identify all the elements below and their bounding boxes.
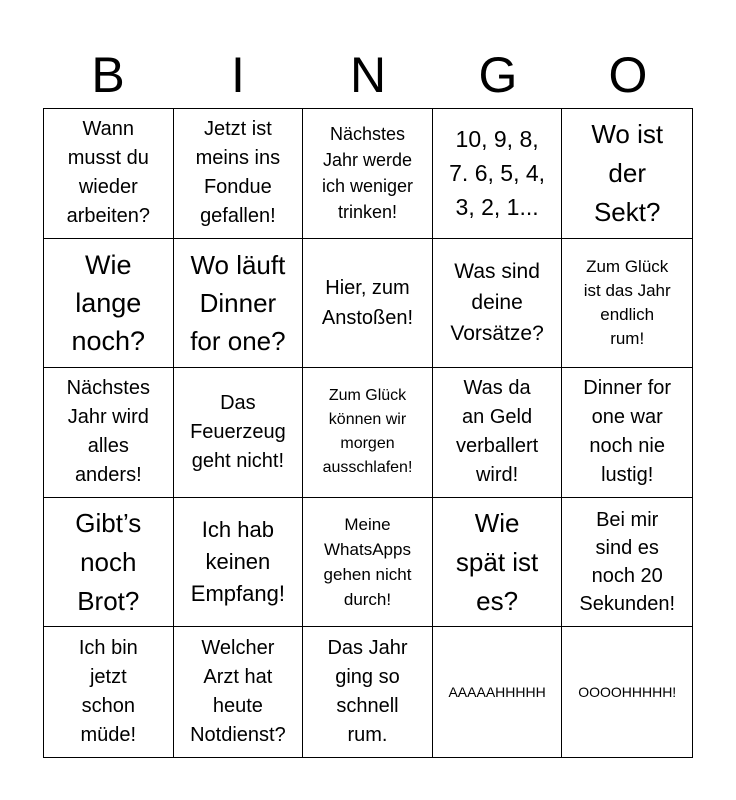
header-letter-b: B [91, 47, 125, 103]
cell-text: Jetzt ist meins ins Fondue gefallen! [195, 118, 281, 228]
cell-text: Wie lange noch? [71, 249, 146, 356]
cell-text: 10, 9, 8, 7. 6, 5, 4, 3, 2, 1... [449, 126, 546, 221]
bingo-cell[interactable] [562, 498, 692, 628]
header-letter-i: I [231, 47, 245, 103]
cell-text: Bei mir sind es noch 20 Sekunden! [579, 509, 676, 616]
bingo-cell[interactable] [303, 498, 433, 628]
bingo-cell[interactable] [174, 627, 304, 757]
cell-text: AAAAAHHHHH [448, 684, 546, 701]
bingo-cell[interactable] [562, 368, 692, 498]
cell-text: OOOOHHHHH! [578, 684, 677, 701]
bingo-header [43, 44, 693, 106]
bingo-cell[interactable] [44, 498, 174, 628]
bingo-cell[interactable] [174, 368, 304, 498]
cell-text: Zum Glück ist das Jahr endlich rum! [583, 256, 671, 348]
header-letter-o: O [608, 47, 648, 103]
header-letter-n: N [349, 47, 387, 103]
cell-text: Wann musst du wieder arbeiten? [66, 118, 150, 228]
bingo-cell[interactable] [433, 498, 563, 628]
cell-text: Nächstes Jahr wird alles anders! [66, 377, 150, 487]
cell-text: Wo läuft Dinner for one? [190, 249, 286, 356]
cell-text: Was da an Geld verballert wird! [455, 377, 539, 487]
cell-text: Wie spät ist es? [455, 507, 539, 616]
bingo-cell[interactable] [303, 627, 433, 757]
bingo-cell[interactable] [44, 109, 174, 239]
cell-text: Zum Glück können wir morgen ausschlafen! [322, 387, 413, 477]
cell-text: Ich bin jetzt schon müde! [78, 637, 138, 747]
bingo-cell[interactable] [174, 239, 304, 369]
bingo-cell[interactable] [44, 239, 174, 369]
bingo-cell[interactable] [433, 239, 563, 369]
cell-text: Das Jahr ging so schnell rum. [327, 637, 408, 747]
bingo-grid [43, 108, 693, 758]
cell-text: Was sind deine Vorsätze? [450, 260, 544, 346]
bingo-cell[interactable] [303, 239, 433, 369]
cell-text: Welcher Arzt hat heute Notdienst? [190, 637, 286, 747]
bingo-cell[interactable] [433, 627, 563, 757]
cell-text: Ich hab keinen Empfang! [190, 517, 285, 607]
cell-text: Gibt’s noch Brot? [75, 507, 142, 616]
cell-text: Hier, zum Anstoßen! [321, 276, 414, 329]
bingo-cell[interactable] [562, 109, 692, 239]
bingo-cell[interactable] [174, 498, 304, 628]
bingo-cell[interactable] [303, 109, 433, 239]
bingo-cell[interactable] [44, 368, 174, 498]
cell-text: Wo ist der Sekt? [591, 118, 664, 227]
bingo-cell[interactable] [44, 627, 174, 757]
cell-text: Das Feuerzeug geht nicht! [190, 391, 286, 472]
bingo-cell[interactable] [303, 368, 433, 498]
cell-text: Meine WhatsApps gehen nicht durch! [323, 515, 412, 610]
bingo-cell[interactable] [562, 239, 692, 369]
bingo-cell[interactable] [562, 627, 692, 757]
bingo-cell[interactable] [433, 109, 563, 239]
cell-text: Nächstes Jahr werde ich weniger trinken! [321, 124, 414, 223]
bingo-cell[interactable] [174, 109, 304, 239]
bingo-cell[interactable] [433, 368, 563, 498]
cell-text: Dinner for one war noch nie lustig! [583, 377, 672, 487]
header-letter-g: G [478, 47, 518, 103]
